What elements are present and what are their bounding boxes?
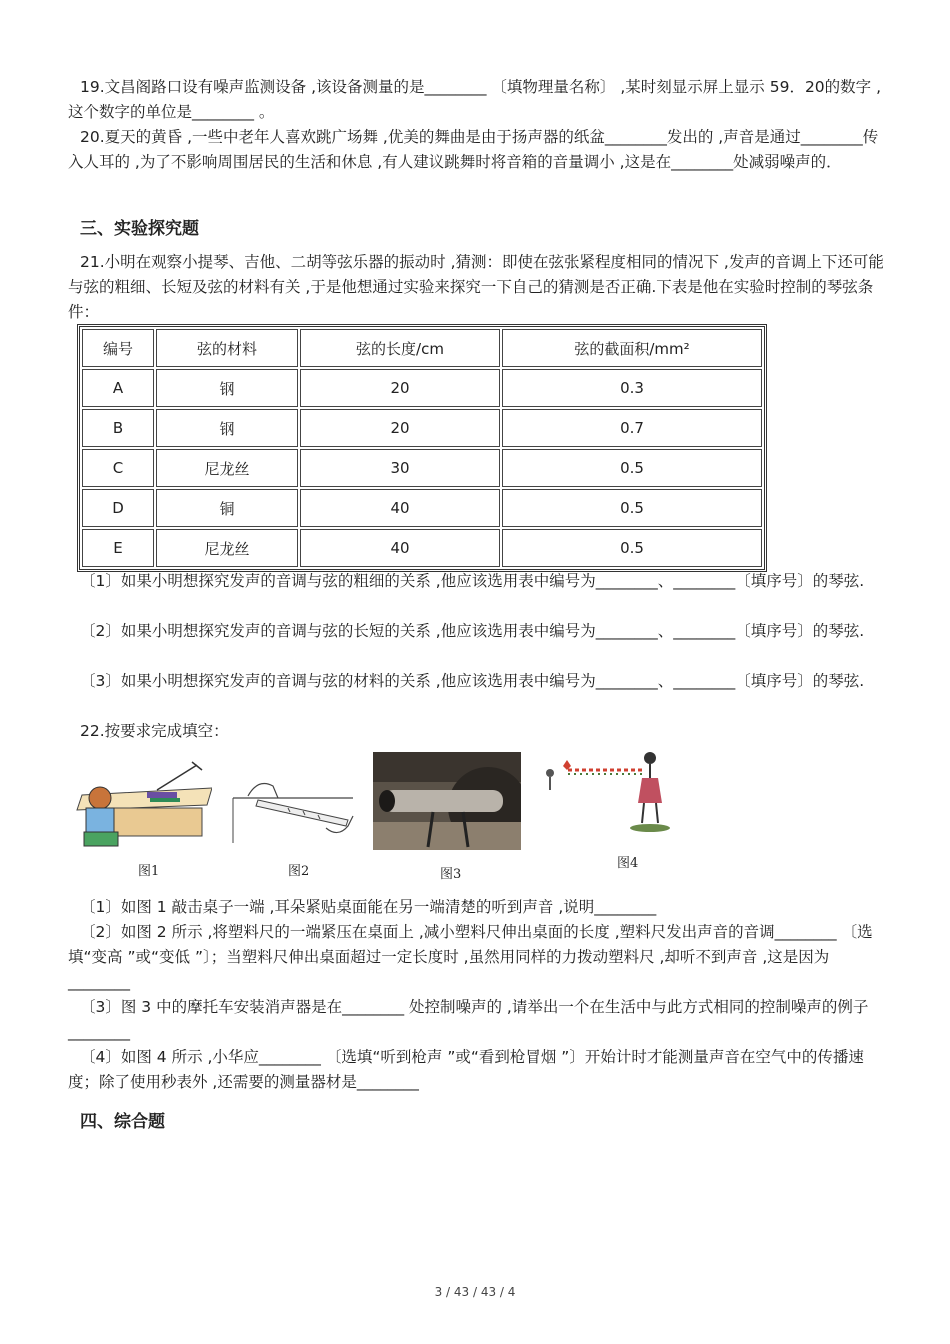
table-cell: 0.5 — [502, 529, 762, 567]
figure-3-caption: 图3 — [440, 867, 462, 882]
table-cell: 钢 — [156, 409, 298, 447]
table-cell: D — [82, 489, 154, 527]
question-22-part2: 〔2〕如图 2 所示 ,将塑料尺的一端紧压在桌面上 ,减小塑料尺伸出桌面的长度 ,塑料尺发出声音的音调________ 〔选填“变高 ”或“变低 ”〕；当塑料尺伸出桌面超过一定长度时 ,虽然用同样的力拨动塑料尺 ,却听不到声音 ,这是因为________ — [68, 923, 873, 991]
table-row — [82, 369, 762, 407]
table-cell: 20 — [300, 409, 500, 447]
string-conditions-table — [77, 324, 767, 572]
question-22-part1: 〔1〕如图 1 敲击桌子一端 ,耳朵紧贴桌面能在另一端清楚的听到声音 ,说明________ — [80, 898, 657, 916]
table-row — [82, 489, 762, 527]
table-row — [82, 449, 762, 487]
table-header-cell: 弦的材料 — [156, 329, 298, 367]
table-cell: 尼龙丝 — [156, 529, 298, 567]
figure-4-caption: 图4 — [617, 856, 639, 871]
figure-1-caption: 图1 — [138, 864, 160, 879]
section-heading-experiment: 三、实验探究题 — [80, 219, 199, 239]
figure-2-ruler-image — [228, 768, 358, 848]
question-21-part3: 〔3〕如果小明想探究发声的音调与弦的材料的关系 ,他应该选用表中编号为________、________〔填序号〕的琴弦. — [80, 672, 865, 690]
figure-1-table-image — [72, 760, 212, 850]
question-21-intro: 21.小明在观察小提琴、吉他、二胡等弦乐器的振动时 ,猜测：即使在弦张紧程度相同的情况下 ,发声的音调上下还可能与弦的粗细、长短及弦的材料有关 ,于是他想通过实验来探究一下自己的猜测是否正确.下表是他在实验时控制的琴弦条件： — [68, 253, 884, 321]
table-cell: 30 — [300, 449, 500, 487]
table-cell: 0.5 — [502, 449, 762, 487]
question-22-part3: 〔3〕图 3 中的摩托车安装消声器是在________ 处控制噪声的 ,请举出一个在生活中与此方式相同的控制噪声的例子________ — [68, 998, 869, 1041]
table-cell: 钢 — [156, 369, 298, 407]
table-row — [82, 409, 762, 447]
figure-2-caption: 图2 — [288, 864, 310, 879]
table-cell: A — [82, 369, 154, 407]
question-19: 19.文昌阁路口设有噪声监测设备 ,该设备测量的是________ 〔填物理量名称〕 ,某时刻显示屏上显示 59．20的数字 ,这个数字的单位是________ 。 — [68, 78, 882, 121]
table-header-cell: 编号 — [82, 329, 154, 367]
table-cell: C — [82, 449, 154, 487]
question-22-intro: 22.按要求完成填空： — [80, 722, 229, 740]
table-row — [82, 529, 762, 567]
table-cell: 尼龙丝 — [156, 449, 298, 487]
table-cell: 0.5 — [502, 489, 762, 527]
figure-4-gun-timer-image — [538, 748, 688, 838]
table-cell: 40 — [300, 489, 500, 527]
figure-3-muffler-image — [373, 752, 521, 850]
table-header-cell: 弦的截面积/mm² — [502, 329, 762, 367]
table-header-row — [82, 329, 762, 367]
table-cell: 20 — [300, 369, 500, 407]
section-heading-comprehensive: 四、综合题 — [80, 1112, 165, 1132]
table-cell: 0.7 — [502, 409, 762, 447]
question-21-part1: 〔1〕如果小明想探究发声的音调与弦的粗细的关系 ,他应该选用表中编号为________、________〔填序号〕的琴弦. — [80, 572, 865, 590]
table-cell: E — [82, 529, 154, 567]
table-header-cell: 弦的长度/cm — [300, 329, 500, 367]
table-cell: 0.3 — [502, 369, 762, 407]
table-cell: 40 — [300, 529, 500, 567]
question-21-part2: 〔2〕如果小明想探究发声的音调与弦的长短的关系 ,他应该选用表中编号为________、________〔填序号〕的琴弦. — [80, 622, 865, 640]
question-22-part4: 〔4〕如图 4 所示 ,小华应________ 〔选填“听到枪声 ”或“看到枪冒烟 ”〕开始计时才能测量声音在空气中的传播速度；除了使用秒表外 ,还需要的测量器材是________ — [68, 1048, 864, 1091]
table-cell: B — [82, 409, 154, 447]
table-cell: 铜 — [156, 489, 298, 527]
page-footer: 3 / 43 / 43 / 4 — [434, 1285, 516, 1299]
question-20: 20.夏天的黄昏 ,一些中老年人喜欢跳广场舞 ,优美的舞曲是由于扬声器的纸盆________发出的 ,声音是通过________传入人耳的 ,为了不影响周围居民的生活和休息 ,有人建议跳舞时将音箱的音量调小 ,这是在________处减弱噪声的． — [68, 128, 879, 171]
